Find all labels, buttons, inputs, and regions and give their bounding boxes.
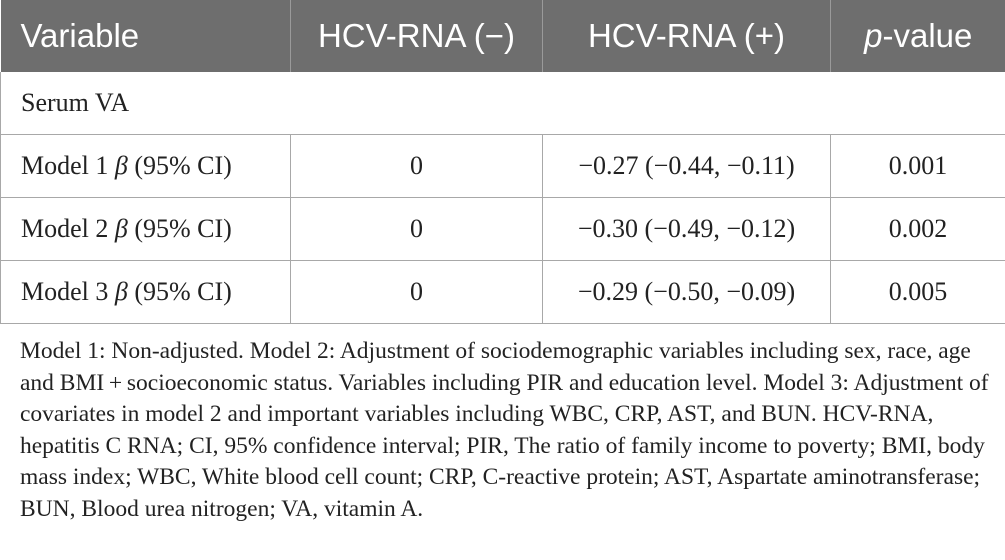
table-row — [1, 198, 1005, 261]
section-row — [1, 72, 1005, 135]
table-footnote: Model 1: Non-adjusted. Model 2: Adjustment of sociodemographic variables including sex, race, age and BMI + socioeconomic status. Variables including PIR and education level. Model 3: Adjustment of covariates in model 2 and important variables including WBC, CRP, AST, and BUN. HCV-RNA, hepatitis C RNA; CI, 95% confidence interval; PIR, The ratio of family income to poverty; BMI, body mass index; WBC, White blood cell count; CRP, C-reactive protein; AST, Aspartate aminotransferase; BUN, Blood urea nitrogen; VA, vitamin A. — [20, 338, 989, 522]
row-label — [1, 198, 291, 261]
hcv-negative-value: 0 — [291, 198, 543, 261]
row-label — [1, 135, 291, 198]
hcv-positive-value: −0.29 (−0.50, −0.09) — [543, 261, 831, 324]
beta-symbol: β — [114, 214, 128, 243]
header-hcv-rna-positive: HCV-RNA (+) — [543, 0, 831, 72]
ci-label: (95% CI) — [134, 214, 232, 243]
row-label — [1, 261, 291, 324]
beta-symbol: β — [114, 277, 128, 306]
model-name: Model 1 — [21, 151, 109, 180]
hcv-negative-value: 0 — [291, 261, 543, 324]
hcv-positive-value: −0.27 (−0.44, −0.11) — [543, 135, 831, 198]
table-row — [1, 135, 1005, 198]
header-p-value — [831, 0, 1005, 72]
header-p-italic: p — [864, 17, 883, 54]
model-name: Model 2 — [21, 214, 109, 243]
ci-label: (95% CI) — [134, 277, 232, 306]
header-hcv-rna-negative: HCV-RNA (−) — [291, 0, 543, 72]
hcv-positive-value: −0.30 (−0.49, −0.12) — [543, 198, 831, 261]
header-variable: Variable — [1, 0, 291, 72]
p-value: 0.005 — [831, 261, 1005, 324]
hcv-negative-value: 0 — [291, 135, 543, 198]
p-value: 0.001 — [831, 135, 1005, 198]
header-p-rest: -value — [882, 17, 973, 54]
p-value: 0.002 — [831, 198, 1005, 261]
ci-label: (95% CI) — [134, 151, 232, 180]
table-header-row — [1, 0, 1005, 72]
section-label-serum-va: Serum VA — [1, 72, 1005, 135]
model-name: Model 3 — [21, 277, 109, 306]
beta-symbol: β — [114, 151, 128, 180]
table-row — [1, 261, 1005, 324]
